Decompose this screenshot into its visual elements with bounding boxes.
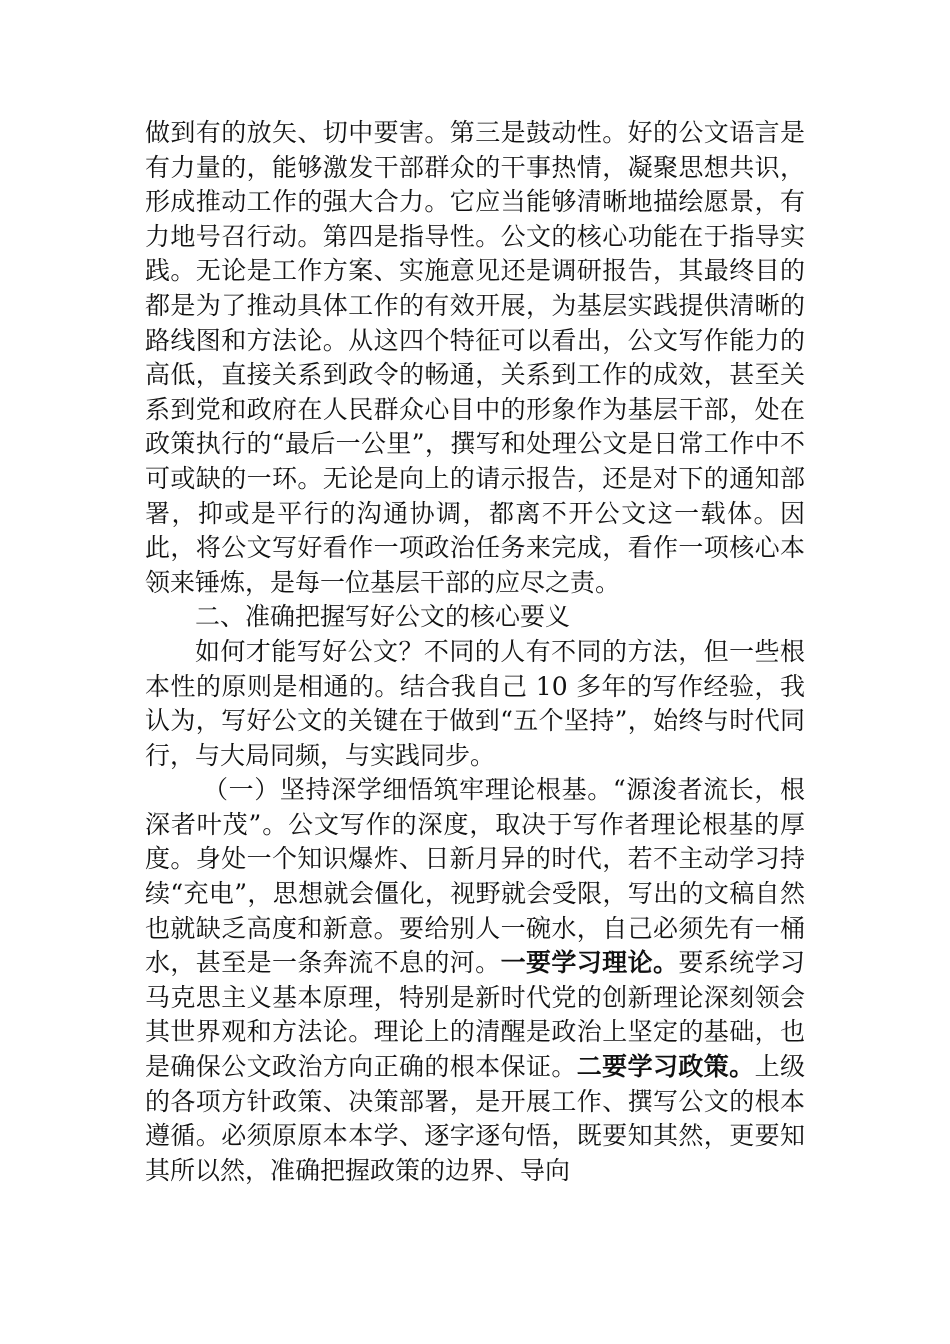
bold-point-1: 一要学习理论。 [500, 948, 679, 978]
paragraph-3-text-2: 要系统学习马克思主义基本原理，特别是新时代党的创新理论深刻领会其世界观和方法论。理论上的清醒是政治上坚定的基础，也是确保公文政治方向正确的根本保证。 [145, 948, 805, 1082]
body-paragraph-2: 如何才能写好公文？不同的人有不同的方法，但一些根本性的原则是相通的。结合我自己 10 多年的写作经验，我认为，写好公文的关键在于做到“五个坚持”，始终与时代同行，与大局同频，与实践同步。 [145, 636, 805, 770]
bold-point-2: 二要学习政策。 [576, 1052, 755, 1082]
document-page [145, 116, 805, 1188]
paragraph-3-text-1: （一）坚持深学细悟筑牢理论根基。“源浚者流长，根深者叶茂”。公文写作的深度，取决于写作者理论根基的厚度。身处一个知识爆炸、日新月异的时代，若不主动学习持续“充电”，思想就会僵化，视野就会受限，写出的文稿自然也就缺乏高度和新意。要给别人一碗水，自己必须先有一桶水，甚至是一条奔流不息的河。 [145, 775, 805, 978]
section-heading-2: 二、准确把握写好公文的核心要义 [195, 602, 571, 632]
paragraph-3-text-3: 上级的各项方针政策、决策部署，是开展工作、撰写公文的根本遵循。必须原原本本学、逐字逐句悟，既要知其然，更要知其所以然，准确把握政策的边界、导向 [145, 1052, 805, 1185]
body-paragraph-3 [145, 773, 805, 1188]
body-paragraph-1: 做到有的放矢、切中要害。第三是鼓动性。好的公文语言是有力量的，能够激发干部群众的干事热情，凝聚思想共识，形成推动工作的强大合力。它应当能够清晰地描绘愿景，有力地号召行动。第四是指导性。公文的核心功能在于指导实践。无论是工作方案、实施意见还是调研报告，其最终目的都是为了推动具体工作的有效开展，为基层实践提供清晰的路线图和方法论。从这四个特征可以看出，公文写作能力的高低，直接关系到政令的畅通，关系到工作的成效，甚至关系到党和政府在人民群众心目中的形象作为基层干部，处在政策执行的“最后一公里”，撰写和处理公文是日常工作中不可或缺的一环。无论是向上的请示报告，还是对下的通知部署，抑或是平行的沟通协调，都离不开公文这一载体。因此，将公文写好看作一项政治任务来完成，看作一项核心本领来锤炼，是每一位基层干部的应尽之责。 [145, 118, 805, 597]
